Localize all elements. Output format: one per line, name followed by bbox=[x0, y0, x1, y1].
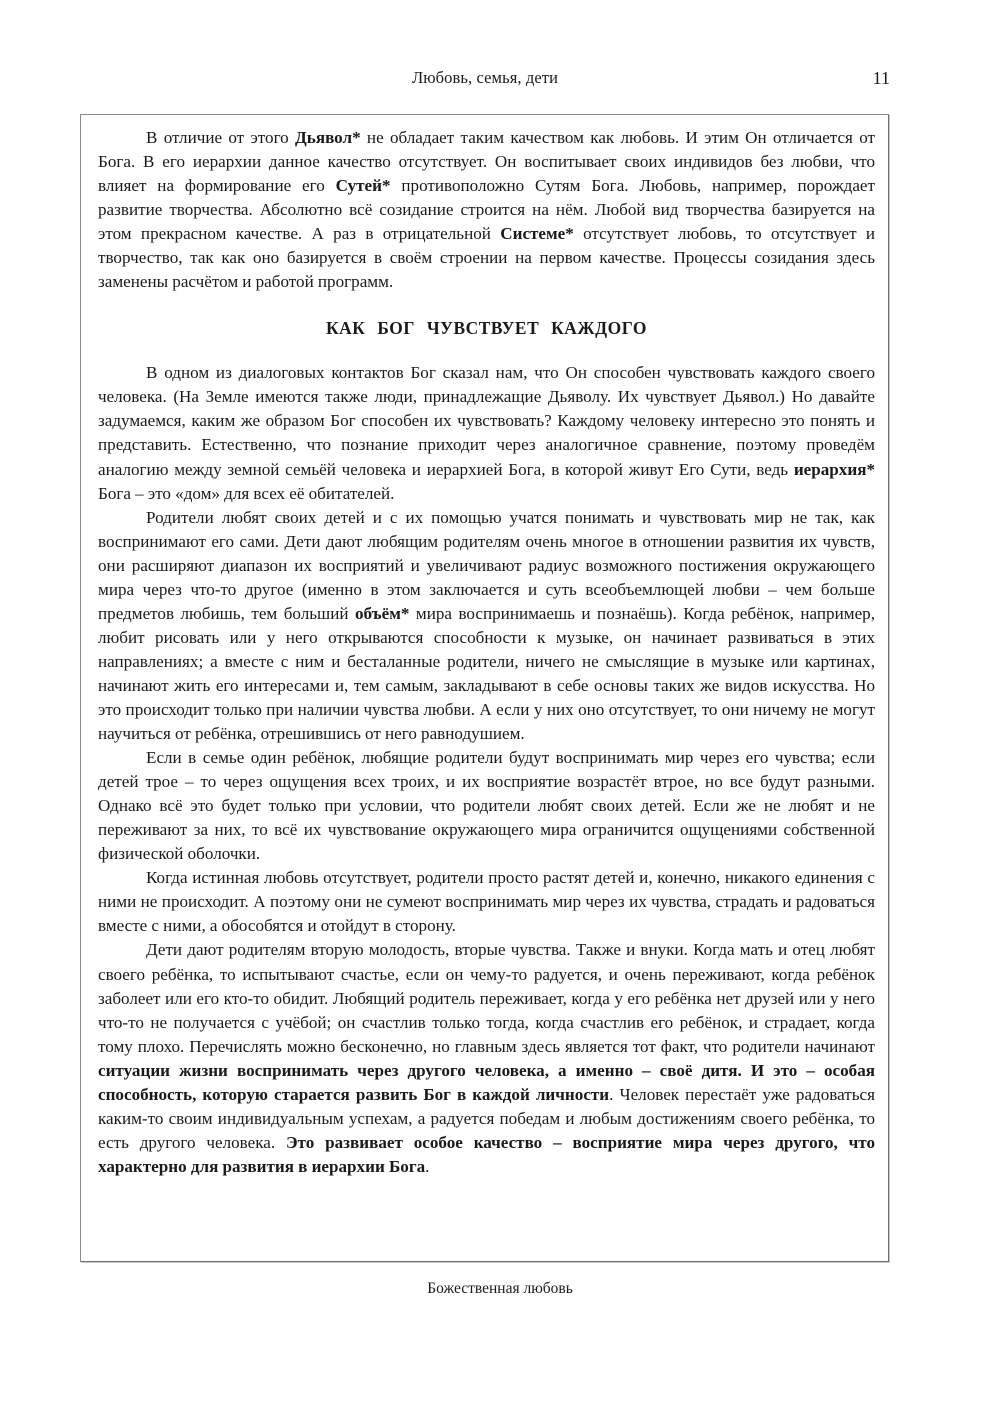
p6-seg2: . Человек перестаёт уже радоваться каким-то своим индивидуальным успехам, а радуется победам и любым достижениям своего ребёнка, то есть другого человека. bbox=[98, 1084, 875, 1152]
term-ierarhiya: иерархия* bbox=[793, 459, 875, 479]
p1-seg4: отсутствует любовь, то отсутствует и творчество, так как оно базируется в своём строении на первом качестве. Процессы созидания здесь заменены расчётом и работой программ. bbox=[98, 224, 875, 292]
term-dyavol: Дьявол* bbox=[295, 128, 361, 147]
p5-seg1: Когда истинная любовь отсутствует, родители просто растят детей и, конечно, никакого единения с ними не происходит. А поэтому они не сумеют воспринимать мир через их чувства, страдать и радоваться вместе с ними, а обособятся и отойдут в сторону. bbox=[98, 868, 875, 936]
paragraph-5 bbox=[98, 866, 875, 938]
section-heading: КАК БОГ ЧУВСТВУЕТ КАЖДОГО bbox=[326, 318, 647, 339]
p1-seg1: В отличие от этого bbox=[146, 128, 296, 147]
term-sutey: Сутей* bbox=[335, 176, 391, 196]
page-number: 11 bbox=[872, 68, 890, 88]
text-body bbox=[98, 126, 875, 1179]
term-obyom: объём* bbox=[354, 603, 410, 623]
p1-seg2: не обладает таким качеством как любовь. И этим Он отличается от Бога. В его иерархии данное качество отсутствует. Он воспитывает своих индивидов без любви, что влияет на формирование его bbox=[98, 128, 875, 196]
paragraph-1 bbox=[98, 126, 875, 294]
paragraph-3 bbox=[98, 506, 875, 746]
p2-seg2: Бога – это «дом» для всех её обитателей. bbox=[98, 483, 395, 503]
p6-seg3: . bbox=[425, 1156, 430, 1176]
running-header bbox=[80, 68, 890, 94]
p2-seg1: В одном из диалоговых контактов Бог сказал нам, что Он способен чувствовать каждого своего человека. (На Земле имеются также люди, принадлежащие Дьяволу. Их чувствует Дьявол.) Но давайте задумаемся, каким же образом Бог способен их чувствовать? Каждому человеку интересно это понять и представить. Естественно, что познание приходит через аналогичное сравнение, поэтому проведём аналогию между земной семьёй человека и иерархией Бога, в которой живут Его Сути, ведь bbox=[98, 363, 875, 479]
paragraph-4 bbox=[98, 746, 875, 866]
footer-title: Божественная любовь bbox=[427, 1280, 573, 1297]
paragraph-6 bbox=[98, 938, 875, 1178]
running-footer bbox=[0, 1280, 1000, 1298]
p3-seg1: Родители любят своих детей и с их помощью учатся понимать и чувствовать мир не так, как воспринимают его сами. Дети дают любящим родителям очень многое в отношении развития их чувств, они расширяют диапазон их восприятий и увеличивают радиус возможного постижения окружающего мира через что-то другое (именно в этом заключается и суть всеобъемлющей любви – чем больше предметов любишь, тем больший bbox=[98, 507, 875, 623]
p4-seg1: Если в семье один ребёнок, любящие родители будут воспринимать мир через его чувства; если детей трое – то через ощущения всех троих, и их восприятие возрастёт втрое, но все будут разными. Однако всё это будет только при условии, что родители любят своих детей. Если же не любят и не переживают за них, то всё их чувствование окружающего мира ограничится ощущениями собственной физической оболочки. bbox=[98, 748, 875, 864]
p3-seg2: мира воспринимаешь и познаёшь). Когда ребёнок, например, любит рисовать или у него открываются способности к музыке, он начинает развиваться в этих направлениях; а вместе с ним и бесталанные родители, ничего не смыслящие в музыке или картинах, начинают жить его интересами и, тем самым, закладывают в себе основы таких же видов искусства. Но это происходит только при наличии чувства любви. А если у них оно отсутствует, то они ничему не могут научиться от ребёнка, отрешившись от него равнодушием. bbox=[98, 603, 875, 744]
term-sisteme: Системе* bbox=[500, 224, 574, 244]
p6-seg1: Дети дают родителям вторую молодость, вторые чувства. Также и внуки. Когда мать и отец любят своего ребёнка, то испытывают счастье, если он чему-то радуется, и очень переживают, когда ребёнок заболеет или его кто-то обидит. Любящий родитель переживает, когда у его ребёнка нет друзей или у него что-то не получается с учёбой; он счастлив только тогда, когда счастлив его ребёнок, и страдает, когда тому плохо. Перечислять можно бесконечно, но главным здесь является тот факт, что родители начинают bbox=[98, 940, 875, 1056]
paragraph-2 bbox=[98, 361, 875, 505]
p1-seg3: противоположно Сутям Бога. Любовь, например, порождает развитие творчества. Абсолютно всё созидание строится на нём. Любой вид творчества базируется на этом прекрасном качестве. А раз в отрицательной bbox=[98, 176, 875, 244]
header-title: Любовь, семья, дети bbox=[411, 68, 559, 87]
emphasis-perception-through-other: ситуации жизни воспринимать через другого человека, а именно – своё дитя. И это – особая способность, которую старается развить Бог в каждой личности bbox=[98, 1060, 875, 1104]
text-frame bbox=[80, 114, 889, 1262]
emphasis-special-quality: Это развивает особое качество – восприятие мира через другого, что характерно для развития в иерархии Бога bbox=[98, 1132, 875, 1176]
